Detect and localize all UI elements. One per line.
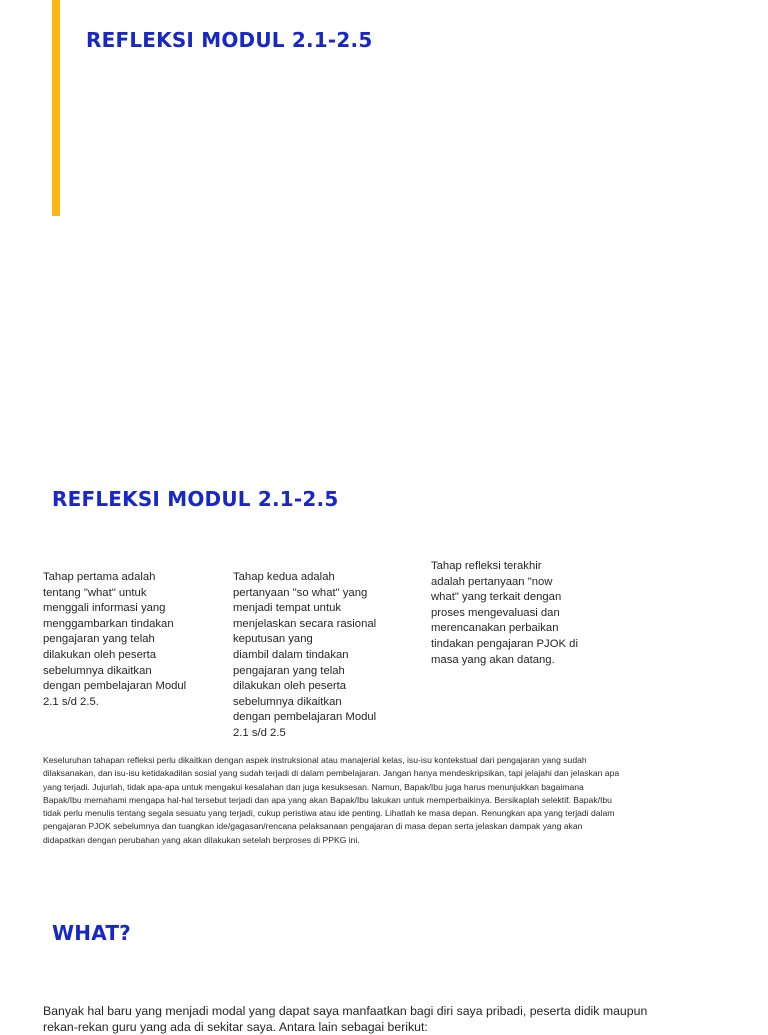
section-title: REFLEKSI MODUL 2.1-2.5 xyxy=(52,487,339,511)
column-what-description: Tahap pertama adalah tentang "what" untuk menggali informasi yang menggambarkan tindakan pengajaran yang telah dilakukan oleh peserta sebelumnya dikaitkan dengan pembelajaran Modul 2.1 s/d 2.5. xyxy=(43,571,187,708)
accent-bar xyxy=(52,0,60,216)
page-title: REFLEKSI MODUL 2.1-2.5 xyxy=(86,28,373,52)
column-so-what-description: Tahap kedua adalah pertanyaan "so what" yang menjadi tempat untuk menjelaskan secara rasional keputusan yang diambil dalam tindakan pengajaran yang telah dilakukan oleh peserta sebelumnya dikaitkan dengan pembelajaran Modul 2.1 s/d 2.5 xyxy=(233,571,377,739)
column-now-what-description: Tahap refleksi terakhir adalah pertanyaan "now what" yang terkait dengan proses mengevaluasi dan merencanakan perbaikan tindakan pengajaran PJOK di masa yang akan datang. xyxy=(431,560,578,666)
what-heading: WHAT? xyxy=(52,921,131,945)
what-body-text: Banyak hal baru yang menjadi modal yang dapat saya manfaatkan bagi diri saya pribadi, peserta didik maupun rekan-rekan guru yang ada di sekitar saya. Antara lain sebagai berikut: xyxy=(43,1004,648,1034)
summary-paragraph: Keseluruhan tahapan refleksi perlu dikaitkan dengan aspek instruksional atau manajerial kelas, isu-isu kontekstual dari pengajaran yang sudah dilaksanakan, dan isu-isu ketidakadilan sosial yang sudah terjadi di dalam pembelajaran. Jangan hanya mendeskripsikan, tapi jelajahi dan jelaskan apa yang terjadi. Jujurlah, tidak apa-apa untuk mengakui kesalahan dan juga kesuksesan. Namun, Bapak/Ibu juga harus menunjukkan bagaimana Bapak/Ibu memahami mengapa hal-hal tersebut terjadi dan apa yang akan Bapak/Ibu lakukan untuk memperbaikinya. Bersikaplah selektif. Bapak/Ibu tidak perlu menulis tentang segala sesuatu yang terjadi, cukup peristiwa atau ide penting. Lihatlah ke masa depan. Renungkan apa yang terjadi dalam pengajaran PJOK sebelumnya dan tuangkan ide/gagasan/rencana pelaksanaan pengajaran di masa depan serta jelaskan dampak yang akan didapatkan dengan perubahan yang akan dilakukan setelah berproses di PPKG ini. xyxy=(43,755,620,845)
